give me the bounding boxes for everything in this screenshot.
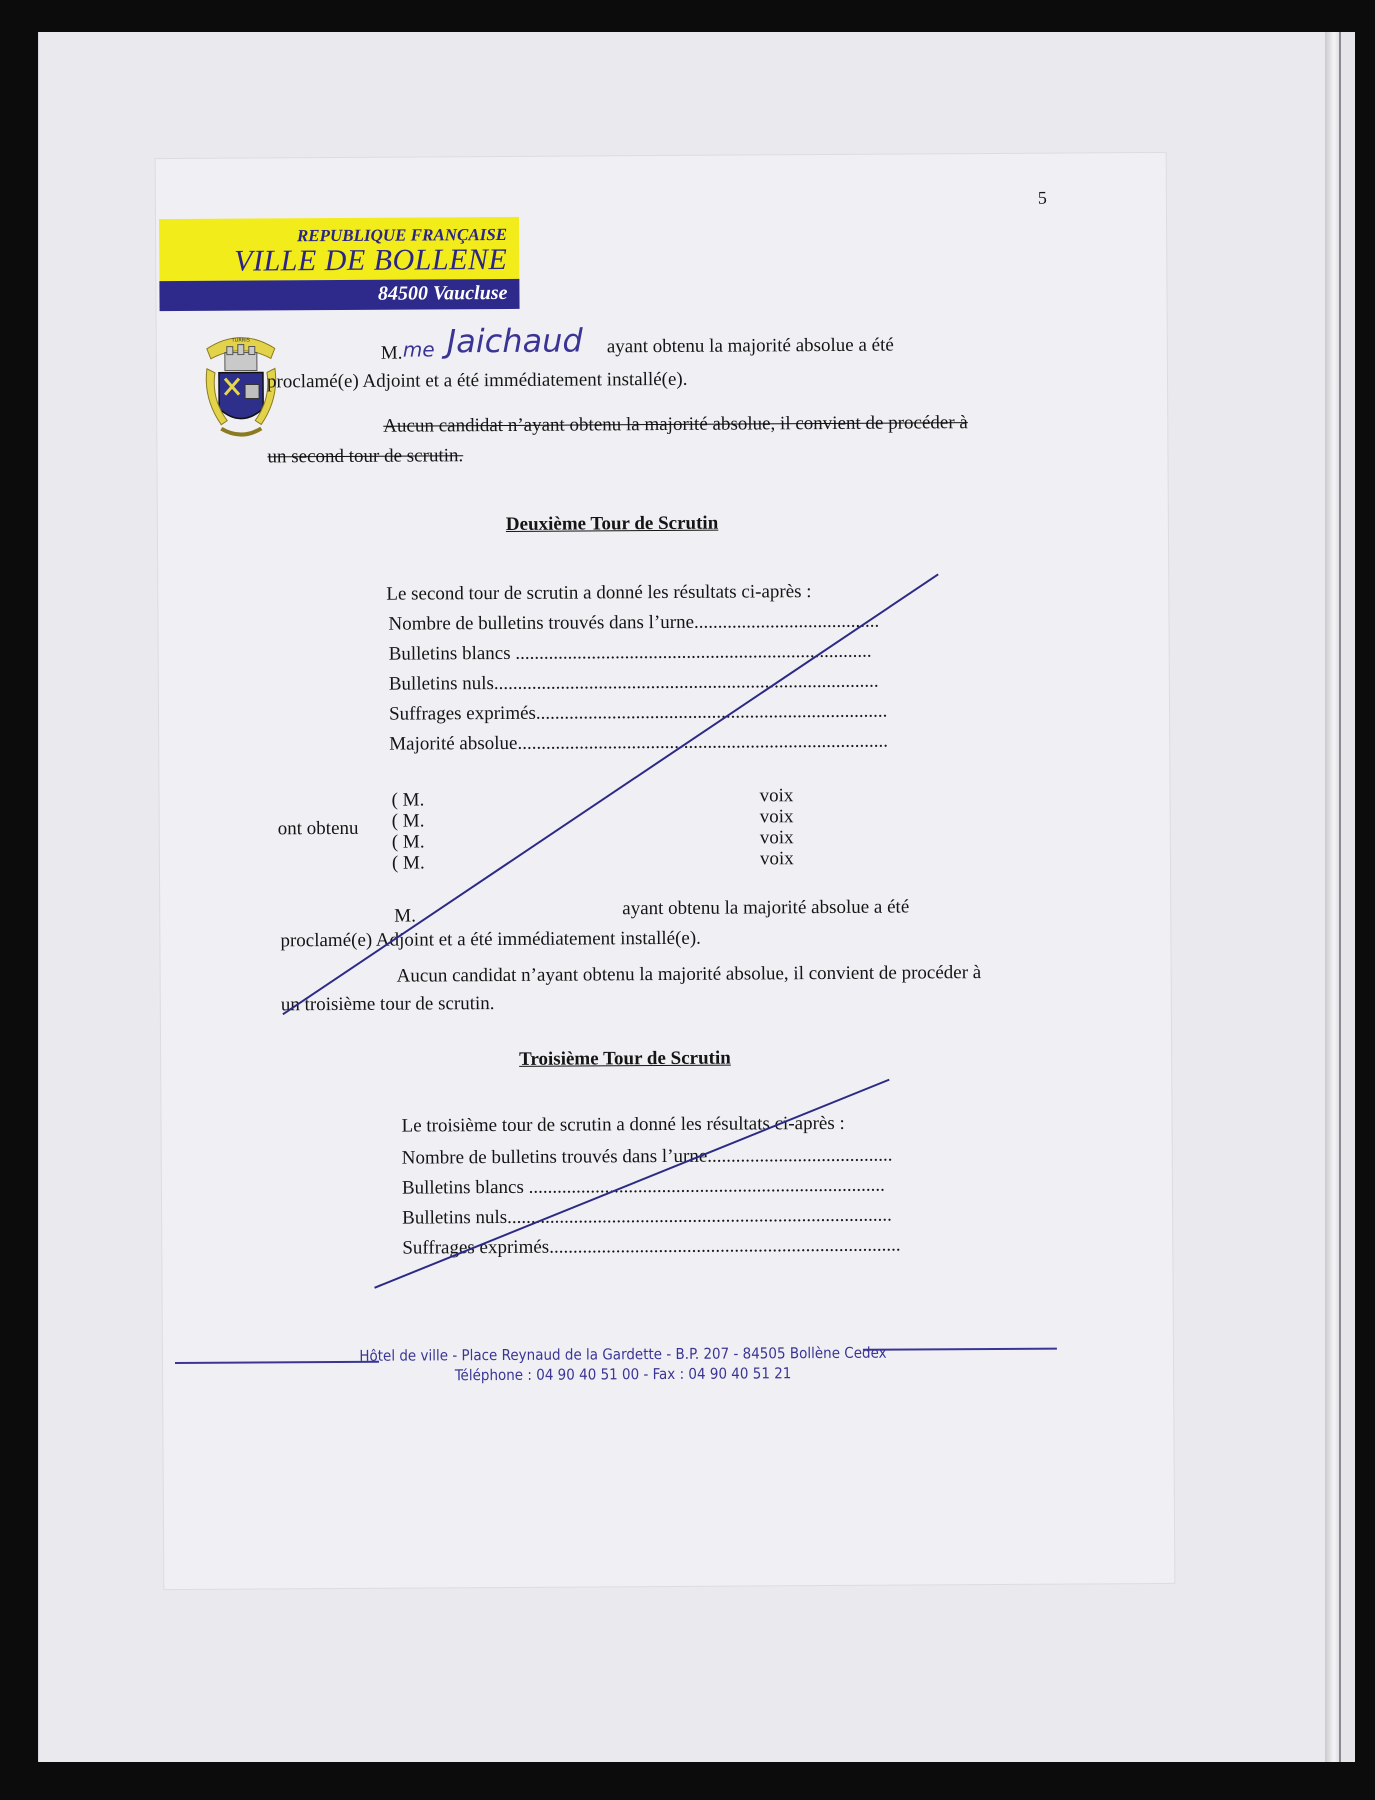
struck-no-majority-line2: un second tour de scrutin. — [267, 445, 464, 468]
round2-votes-label: voix — [759, 785, 794, 807]
round3-result-row: Suffrages exprimés.......................................................................... — [402, 1234, 901, 1259]
page-number: 5 — [1037, 187, 1047, 208]
round2-no-majority-line2: un troisième tour de scrutin. — [280, 993, 495, 1016]
round3-result-row: Bulletins nuls................................................................................. — [402, 1204, 892, 1229]
round2-candidate-line: ( M. — [391, 789, 425, 811]
binder-edge — [1339, 32, 1355, 1762]
header-city-name: VILLE DE BOLLENE — [234, 242, 508, 278]
round2-result-row: Bulletins nuls................................................................................. — [388, 670, 879, 695]
round2-votes-label: voix — [759, 848, 794, 870]
round3-intro: Le troisième tour de scrutin a donné les résultats ci-après : — [401, 1112, 845, 1137]
coat-motto: TURRIS — [231, 337, 250, 344]
round2-heading: Deuxième Tour de Scrutin — [505, 512, 719, 535]
round3-heading: Troisième Tour de Scrutin — [519, 1047, 731, 1070]
round3-cross-out-line — [373, 1080, 890, 1288]
round2-result-row: Majorité absolue.............................................................................. — [389, 730, 888, 755]
round2-cross-out-line — [277, 574, 941, 1014]
round2-votes-label: voix — [759, 806, 794, 828]
round2-votes-label: voix — [759, 827, 794, 849]
footer-address: Hôtel de ville - Place Reynaud de la Gardette - B.P. 207 - 84505 Bollène Cedex — [359, 1343, 887, 1365]
round2-intro: Le second tour de scrutin a donné les résultats ci-après : — [386, 581, 812, 605]
round2-proclamation: proclamé(e) Adjoint et a été immédiatement installé(e). — [280, 927, 701, 952]
round2-result-row: Bulletins blancs ........................................................................... — [388, 640, 872, 665]
struck-no-majority-line1: Aucun candidat n’ayant obtenu la majorité absolue, il convient de procéder à — [383, 412, 968, 437]
round2-result-m: M. — [394, 905, 416, 927]
round3-result-row: Nombre de bulletins trouvés dans l’urne....................................... — [401, 1144, 893, 1169]
round2-ont-obtenu: ont obtenu — [277, 817, 359, 840]
elected-title-label: M. — [380, 342, 403, 364]
document-sheet — [156, 153, 1175, 1589]
round2-candidate-line: ( M. — [391, 831, 425, 853]
elected-result-text: ayant obtenu la majorité absolue a été — [606, 334, 894, 358]
binder-gutter — [1325, 32, 1340, 1762]
round2-result-text: ayant obtenu la majorité absolue a été — [622, 896, 910, 920]
footer-phone: Téléphone : 04 90 40 51 00 - Fax : 04 90 40 51 21 — [454, 1364, 792, 1385]
handwritten-title: me — [402, 337, 435, 362]
round2-result-row: Nombre de bulletins trouvés dans l’urne....................................... — [388, 610, 880, 635]
header-republic: REPUBLIQUE FRANÇAISE — [296, 224, 508, 246]
header-postcode: 84500 Vaucluse — [377, 281, 508, 305]
handwritten-elected-name: Jaichaud — [446, 321, 583, 361]
round2-no-majority-line1: Aucun candidat n’ayant obtenu la majorité absolue, il convient de procéder à — [396, 962, 982, 987]
round2-result-row: Suffrages exprimés.......................................................................... — [388, 700, 888, 725]
round2-candidate-line: ( M. — [391, 810, 425, 832]
round3-result-row: Bulletins blancs ........................................................................... — [401, 1174, 885, 1199]
round2-candidate-line: ( M. — [391, 852, 425, 874]
elected-proclamation: proclamé(e) Adjoint et a été immédiatement installé(e). — [266, 368, 688, 393]
